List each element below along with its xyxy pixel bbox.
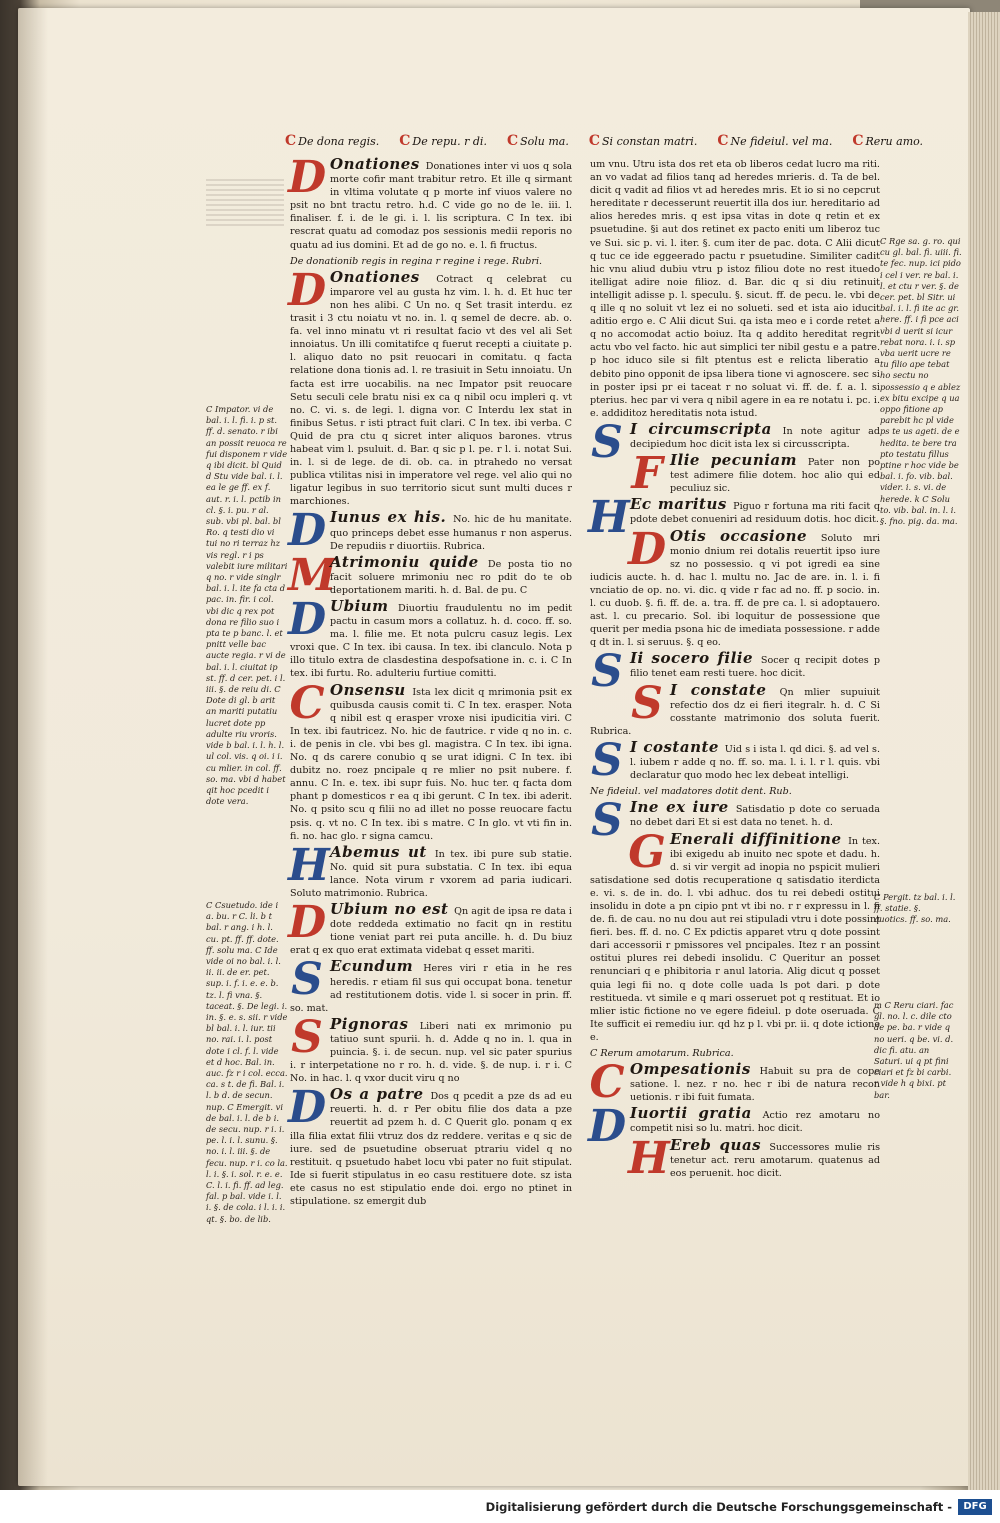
decorated-initial: D (288, 897, 327, 949)
lemma: Ompesationis (630, 1060, 760, 1079)
gloss-entry (590, 826, 880, 1045)
footer-bar (0, 1490, 1000, 1523)
lemma: Ine ex iure (630, 798, 736, 817)
gloss-entry (288, 594, 572, 681)
paragraph-mark: C (717, 133, 729, 149)
lemma: Iuortii gratia (630, 1104, 763, 1123)
rubric-line (590, 1047, 880, 1060)
gloss-text: Soluto mri monio dnium rei dotalis reuertit ipso iure sz no possessio. q vi pot igredi ea sine iudicis aucte. h. d. hac l. multu no. Jac de are. in. l. i. fi vnciatio de op. no. vi. dic. q vide r fac ad no. ff. p socio. in. l. cu duob. §. fi. ff. de. a. tra. ff. de pre ca. l. si adoptauero. ast. l. cu precario. Sol. ibi loquitur de possessione que querit per media psona hic de imediata possessione. r adde q dt in. l. si seruus. §. q eo. (590, 532, 881, 649)
gloss-entry (288, 152, 572, 252)
lemma: I costante (630, 737, 725, 756)
decorated-initial: S (591, 416, 623, 468)
gloss-entry (290, 954, 572, 1014)
right-column (590, 158, 880, 1183)
lemma: Ilie pecuniam (670, 451, 808, 470)
decorated-initial: D (628, 523, 667, 575)
running-head-item (399, 132, 487, 150)
gloss-text: No. hic de hu manitate. quo princeps debet esse humanus r non asperus. De repudiis r diuortiis. Rubrica. (330, 514, 572, 552)
running-head-item (285, 132, 379, 150)
gloss-entry (590, 448, 880, 500)
decorated-initial: D (288, 1082, 327, 1134)
running-head-text: De dona regis. (298, 134, 380, 148)
gloss-entry (288, 505, 572, 557)
gloss-text: Piguo r fortuna ma riti facit q pdote debet conueniri ad residuum dotis. hoc dicit. (630, 501, 880, 526)
lemma: I constate (670, 680, 780, 699)
margin-note-right-3: m C Reru ciari. fac gl. no. l. c. dile cto de pe. ba. r vide q no ueri. q be. vi. d. dic fi. atu. an Saturi. ui q pt fini ciari et fz bi carbi. r vide h q bixi. pt bar. (874, 1000, 954, 1100)
lemma: Onationes (330, 267, 437, 286)
running-head-item (852, 132, 923, 150)
lemma: Onationes (330, 155, 426, 173)
paragraph-mark: C (285, 133, 297, 149)
left-column (288, 152, 573, 1211)
decorated-initial: D (288, 264, 327, 316)
gloss-text: Pater non po test adimere filie dotem. hoc alio qui ed peculiuz sic. (670, 457, 880, 495)
decorated-initial: S (591, 646, 623, 698)
lemma: Otis occasione (670, 526, 821, 545)
running-head-item (589, 132, 697, 150)
margin-note-right-2: C Pergit. tz bal. i. l. ff. statie. §. quotics. ff. so. ma. (874, 892, 956, 925)
decorated-initial: D (288, 505, 327, 557)
decorated-initial: S (631, 677, 663, 729)
decorated-initial: C (289, 677, 325, 729)
lemma: Atrimoniu quide (330, 552, 488, 571)
rubric-text: C Rerum amotarum. Rubrica. (590, 1048, 734, 1059)
gloss-entry (290, 1011, 572, 1085)
lemma: Iunus ex his. (330, 508, 454, 527)
dfg-logo: DFG (958, 1499, 992, 1515)
gloss-text: Donationes inter vi uos q sola morte cofir mant trabitur retro. Et ille q sirmant in vltima volutate q p morte inf viuos valere no psit no bnt tractu retro. h.d. C vide go no de le. iii. l. finaliser. f. i. de le gi. i. l. lis scriptura. C In tex. ibi rescrat quatu ad comodaz pos sessionis medii reporis no quatu ad ius domini. Et ad de go no. e. l. fi fructus. (290, 161, 572, 251)
running-head-item (717, 132, 832, 150)
decorated-initial: D (588, 1101, 627, 1153)
gloss-entry (288, 264, 572, 509)
rubric-text: Ne fideiul. vel madatores dotit dent. Rub. (590, 786, 792, 798)
gloss-text: Qn agit de ipsa re data i dote reddeda extimatio no facit qn in restitu tione veniat part rei puta ancille. h. d. Du biuz erat q ex quo erat extimata videbat q esset mariti. (290, 906, 572, 957)
margin-note-left-1: C Impator. vi de bal. i. l. fi. i. p st. ff. d. senato. r ibi an possit reuoca re fui disponem r vide q ibi dicit. bl Quid d Stu vide bal. i. l. ea le ge ff. ex f. aut. r. i. l. pctib in cl. §. i. pu. r al. sub. vbi pl. bal. bl Ro. q testi dio vi tui no ri terraz hz vis regl. r i ps valebit iure militari q no. r vide singlr bal. i. l. ite fa cta d pac. in. fir. i col. vbi dic q rex pot dona re filio suo i pta te p banc. l. et pnitt velle bac aucte regia. r vi de bal. i. l. ciuitat ip st. ff. d cer. pet. i l. iii. §. de reiu di. C Dote di gl. b arit an mariti putatiu lucret dote pp adulte riu vroris. vide b bal. i. l. h. l. ul col. vis. q oi. i i. cu mlier. in col. ff. so. ma. vbi d habet qit hoc pcedit i dote vera. (206, 404, 288, 807)
decorated-initial: S (591, 795, 623, 847)
gloss-text: Habuit su pra de cope satione. l. nez. r no. hec r ibi de natura recon uetionis. r ibi fuit fumata. (630, 1066, 880, 1104)
gloss-text: Successores mulie ris tenetur act. reru amotarum. quatenus ad eos peruenit. hoc dicit. (670, 1141, 880, 1179)
faded-stamp (206, 176, 284, 226)
gloss-entry (590, 158, 880, 420)
gloss-entry (590, 523, 881, 650)
rubric-line (590, 785, 880, 798)
decorated-initial: H (628, 1132, 670, 1184)
gloss-text: Qn mlier supuiuit refectio dos dz ei fieri itegralr. h. d. C Si cosstante matrimonio dos soluta fuerit. Rubrica. (590, 686, 880, 737)
paragraph-mark: C (506, 133, 519, 149)
decorated-initial: D (288, 594, 327, 645)
paragraph-mark: C (852, 133, 864, 149)
gloss-entry (289, 677, 572, 843)
lemma: Ubium (330, 597, 399, 615)
lemma: Os a patre (330, 1085, 431, 1104)
lemma: Ec maritus (630, 495, 734, 514)
gloss-text: Actio rez amotaru no competit nisi so lu. matri. hoc dicit. (630, 1110, 880, 1135)
margin-note-left-2: C Csuetudo. ide i a. bu. r C. li. b t bal. r ang. i h. l. cu. pt. ff. ff. dote. ff. solu ma. C Ide vide oi no bal. i. l. ii. ii. de er. pet. sup. i. f. i. e. e. b. tz. l. fi vna. §. taceat. §. De legi. i. in. §. e. s. sii. r vide bl bal. i. l. iur. tii no. rai. i. l. post dote i cl. f. l. vide et d hoc. Bal. in. auc. fz r i col. ecca. ca. s t. de fi. Bal. i. l. b d. de secun. nup. C Emergit. vi de bal. i. l. de b i. de secu. nup. r i. i. pe. l. i. l. sunu. §. no. i. l. iii. §. de fecu. nup. r i. co la. l. i. §. i. sol. r. e. e. C. l. i. fi. ff. ad leg. fal. p bal. vide i. l. i. §. de cola. i l. i. i. qt. §. bo. de lib. (206, 900, 288, 1224)
gloss-text: Socer q recipit dotes p filio tenet eam resti tuere. hoc dicit. (630, 655, 880, 680)
decorated-initial: G (628, 826, 666, 878)
decorated-initial: C (589, 1057, 625, 1109)
paragraph-mark: C (588, 133, 601, 149)
running-head-text: Si constan matri. (602, 134, 698, 148)
margin-note-right-1: C Rge sa. g. ro. qui cu gl. bal. fi. uiii. fi. te fec. nup. ici pido i cel i ver. re bal. i. l. et ctu r ver. §. de cer. pet. bl Sitr. ui bal. i. l. fi ite ac gr. here. ff. i fi pce aci vbi d uerit si icur rebat nora. i. i. sp vba uerit ucre re tu filio ape tebat ho sectu no possessio q e ablez ex bitu excipe q ua oppo fitione ap parebit hc pl vide ps te us ageti. de e hedita. te bere tra pto testatu fillus ptine r hoc vide be bal. i. fo. vib. bal. vider. i. s. vi. de herede. k C Solu to. vib. bal. in. l. i. §. fno. pig. da. ma. (880, 236, 962, 527)
decorated-initial: H (588, 492, 630, 544)
decorated-initial: M (288, 549, 337, 601)
lemma: Onsensu (330, 680, 413, 699)
gloss-entry (590, 677, 880, 738)
gloss-text: Ista lex dicit q mrimonia psit ex quibusda causis comit ti. C In tex. erasper. Nota q nibil est q erasper vroxe nisi ipudicitia viri. C In tex. ibi fautricez. No. hic de fautrice. r vide q no in. c. i. de penis in cle. vbi bes gl. magistra. C In tex. ibi igna. No. q ds carere conubio q se urat idigni. C In tex. ibi dubitz no. roez pncipale q re mlier no psit nubere. f. annu. C In. e. tex. ibi supr fuis. No. huc ter. q facta dom phant p domesticos r ea q ibi gerunt. C In tex. ibi aderit. No. q psito scu q filii no ad illet no posse reuocare factu psis. q. vt no. C In tex. ibi s matre. C In glo. vt vti fin in. fi. no. hac glo. r signa camcu. (290, 686, 572, 842)
lemma: Abemus ut (330, 842, 435, 861)
rubric-line (290, 255, 572, 268)
gloss-entry (288, 839, 573, 900)
decorated-initial: D (288, 152, 327, 203)
gloss-text: Satisdatio p dote co seruada no debet dari Et si est data no tenet. h. d. (630, 804, 880, 829)
running-head-text: Reru amo. (865, 134, 924, 148)
gloss-text: In tex. ibi exigedu ab inuito nec spote et dadu. h. d. si vir vergit ad inopia no pspicit mulieri satisdatione sed dotis recuperatione q satisdatio iterdicta e. vi. s. de in. do. l. vbi adhuc. dos tu rei debedi ostitui insolidu in dote a pn cipio pnt vt ibi no. r r expressu in l. fi de. fi. de cau. no nu dou aut rei stipuladi vtru i dote possint fieri. bes. ff. d. no. C Ex pdictis apparet vtru q dote possint dari accessorii r pmissores vel pncipales. Itez r an possint ostitui plures rei debedi insolidu. C Queritur an posset renunciari q e phibitoria r anul latoria. Alig dicut q posset quia legi fii no. q dote colle uada ls pot dari. p dote restitueda. vt simile e q mari osseruet pot q restituat. Et io mlier istic fictione no ve egere fideiul. p dote oseruada. C Ite sufficit ei remediu iur. qd hz p l. vbi pr. ii. q dote ictione e. (590, 835, 880, 1043)
gloss-text: De posta tio no facit soluere mrimoniu nec ro pdit do te ob deportationem mariti. h. d. Bal. de pu. C (330, 558, 573, 596)
lemma: I circumscripta (630, 419, 783, 438)
footer-text: Digitalisierung gefördert durch die Deutsche Forschungsgemeinschaft - (485, 1499, 952, 1514)
gloss-text: Cotract q celebrat cu imparore vel au gusta hz vim. l. h. d. Et huc ter non hes alibi. C Un no. q Set trasit interdu. ez trasit i 3 ctu noiatu vt no. in. l. q semel de decre. ab. o. fa. vel inno minatu vt ri resultat facio vt des vel ali Set innoiatus. Un illi comitatifce q fuerut recepti a ciuitate p. l. aliquo dato no psit reuocari in comitatu. q facta relatione dona tionis ad. l. re trasiuit in Setu innoiatu. Un facta est irre uocabilis. na nec Impator psit reuocare Setu seculi cele bratu nisi ex ca q nibil ocu impleri q. vt no. C. vi. s. de legi. l. digna vor. C Interdu lex stat in finibus Setus. r isti ptract fuit clari. C In tex. ibi verba. C Quid de pra ctu q sicret inter aliquos barones. vtrus habeat vim l. psuluit. d. Bar. q sic p l. pe. r l. i. notat Sui. in. l. si de lege. de di. ob. ca. in ptrahedo no versat publica vtilitas nisi in imperatore vel rege. vel alio qui no ligatur legibus in suo territorio sicut sunt multi duces r marchiones. (290, 273, 572, 508)
gloss-entry (288, 1082, 572, 1208)
gloss-entry (590, 1132, 880, 1184)
gloss-entry (288, 549, 573, 601)
lemma: Enerali diffinitione (670, 829, 849, 848)
decorated-initial: S (291, 1011, 323, 1063)
paragraph-mark: C (399, 133, 411, 149)
page-gutter-shadow (18, 8, 48, 1486)
decorated-initial: S (591, 734, 623, 786)
lemma: Ecundum (330, 957, 424, 976)
decorated-initial: H (288, 839, 330, 891)
gloss-text: Heres viri r etia in he res heredis. r etiam fil sus qui occupat bona. tenetur ad restitutionem dotis. vide l. si socer in prin. ff. so. mat. (290, 963, 572, 1014)
gloss-text: Uid s i ista l. qd dici. §. ad vel s. l. iubem r adde q no. ff. so. ma. l. i. l. r l. quis. vbi declaratur quo modo hec lex debeat intelligi. (630, 743, 880, 782)
page-edge-stack (968, 12, 1000, 1490)
gloss-text: In note agitur ad decipiedum hoc dicit ista lex si circusscripta. (630, 425, 881, 450)
gloss-text: Dos q pcedit a pze ds ad eu reuerti. h. d. r Per obitu filie dos data a pze reuertit ad pzem h. d. C Querit glo. ponam q ex illa filia extat filii vtruz dos dz reddere. veritas e q sic de iure. sed de psuetudine obseruat ptrariu videl q no restituit. q psuetudo habet locu vbi pater no fuit stipulat. Ide si fuerit stipulatus in eo casu restituere dote. sz ista ete casus no est stipulatio ende doi. ergo no ptinet in stipulatione. sz emergit dub (290, 1091, 572, 1208)
running-head-item (507, 132, 569, 150)
decorated-initial: S (291, 954, 323, 1006)
running-head-text: Solu ma. (520, 134, 569, 148)
running-head (285, 132, 924, 150)
gloss-text: Diuortiu fraudulentu no im pedit pactu in casum mors a collatuz. h. d. coco. ff. so. ma. l. filie me. Et nota pulcru casuz legis. Lex vroxi que. C In tex. ibi causa. In tex. ibi clanculo. Nota p illo titulo extra de clasdestina despofsatione in. c. i. C In tex. ibi furtu. Ro. adulteriu furtiue comitti. (290, 603, 572, 680)
gloss-text: Liberi nati ex mrimonio pu tatiuo sunt spurii. h. d. Adde q no in. l. qua in puincia. §. i. de secun. nup. vel sic pater spurius i. r interpetatione no r ro. h. d. vide. §. de nup. i. r i. C No. in hac. l. q vxor ducit viru q no (290, 1020, 572, 1085)
gloss-entry (589, 1057, 880, 1109)
lemma: Ubium no est (330, 900, 455, 919)
gloss-text: In tex. ibi pure sub statie. No. quid sit pura substatia. C In tex. ibi equa lance. Nota virum r vxorem ad paria iudicari. Soluto matrimonio. Rubrica. (290, 848, 573, 899)
running-head-text: De repu. r di. (412, 134, 487, 148)
running-head-text: Ne fideiul. vel ma. (730, 134, 833, 148)
lemma: Pignoras (330, 1014, 420, 1033)
gloss-text: um vnu. Utru ista dos ret eta ob liberos cedat lucro ma riti. an vo vadat ad filios tanq ad heredes mrieris. d. Ta de bel. dicit q vadit ad filios vt ad heredes mris. Et io si no cepcrut hereditate r decesserunt reuertit illa dos iur. hereditario ad alios heredes mris. q est ipsa vitas in dote q retin et ex psuetudine. §i aut dos retinet ex pacto eniti um liberoz tuc ve Sui. sic p. vi. l. iter. §. cum iter de pac. dota. C Alii dicut q tuc ce ide eggeerado pactu r psuetudine. Similiter cadit hic vnu aliud dubiu vtru p istoz filiou dote no rest ituedo itelligat adire noie filioz. d. Bar. dic q si diu retinuit intelligit adisse p. l. speculu. §. sicut. ff. de pecu. le. vbi de q ille q no soluit vt lez ei no solueti. sed et ista aio iducit aditio ergo e. C Alii dicut Sui. qa ista meo e i corde retet a q no accomodat actio boiuz. Ita q addito hereditat regrit actu vbo vel facto. hic aut simplici ter nibil gestu e a patre. p hoc iduco sile si filt ptentus est e relicta liberatio a debito pino opponit de ipsa libera tione vi agnoscere. sec si in poster ipsi pr ei taceat r no soluat vi. ff. de. f. a. l. si pterius. hec par vi vera q nibil agere in ea re notatu i. pc. i. e. addiditoz hereditatis nota istud. (590, 159, 880, 419)
rubric-text: De donationib regis in regina r regine i rege. Rubri. (290, 255, 543, 267)
gloss-entry (590, 734, 880, 786)
lemma: Ereb quas (670, 1135, 770, 1154)
decorated-initial: F (631, 448, 663, 500)
lemma: Ii socero filie (630, 649, 761, 668)
gloss-entry (288, 897, 572, 957)
